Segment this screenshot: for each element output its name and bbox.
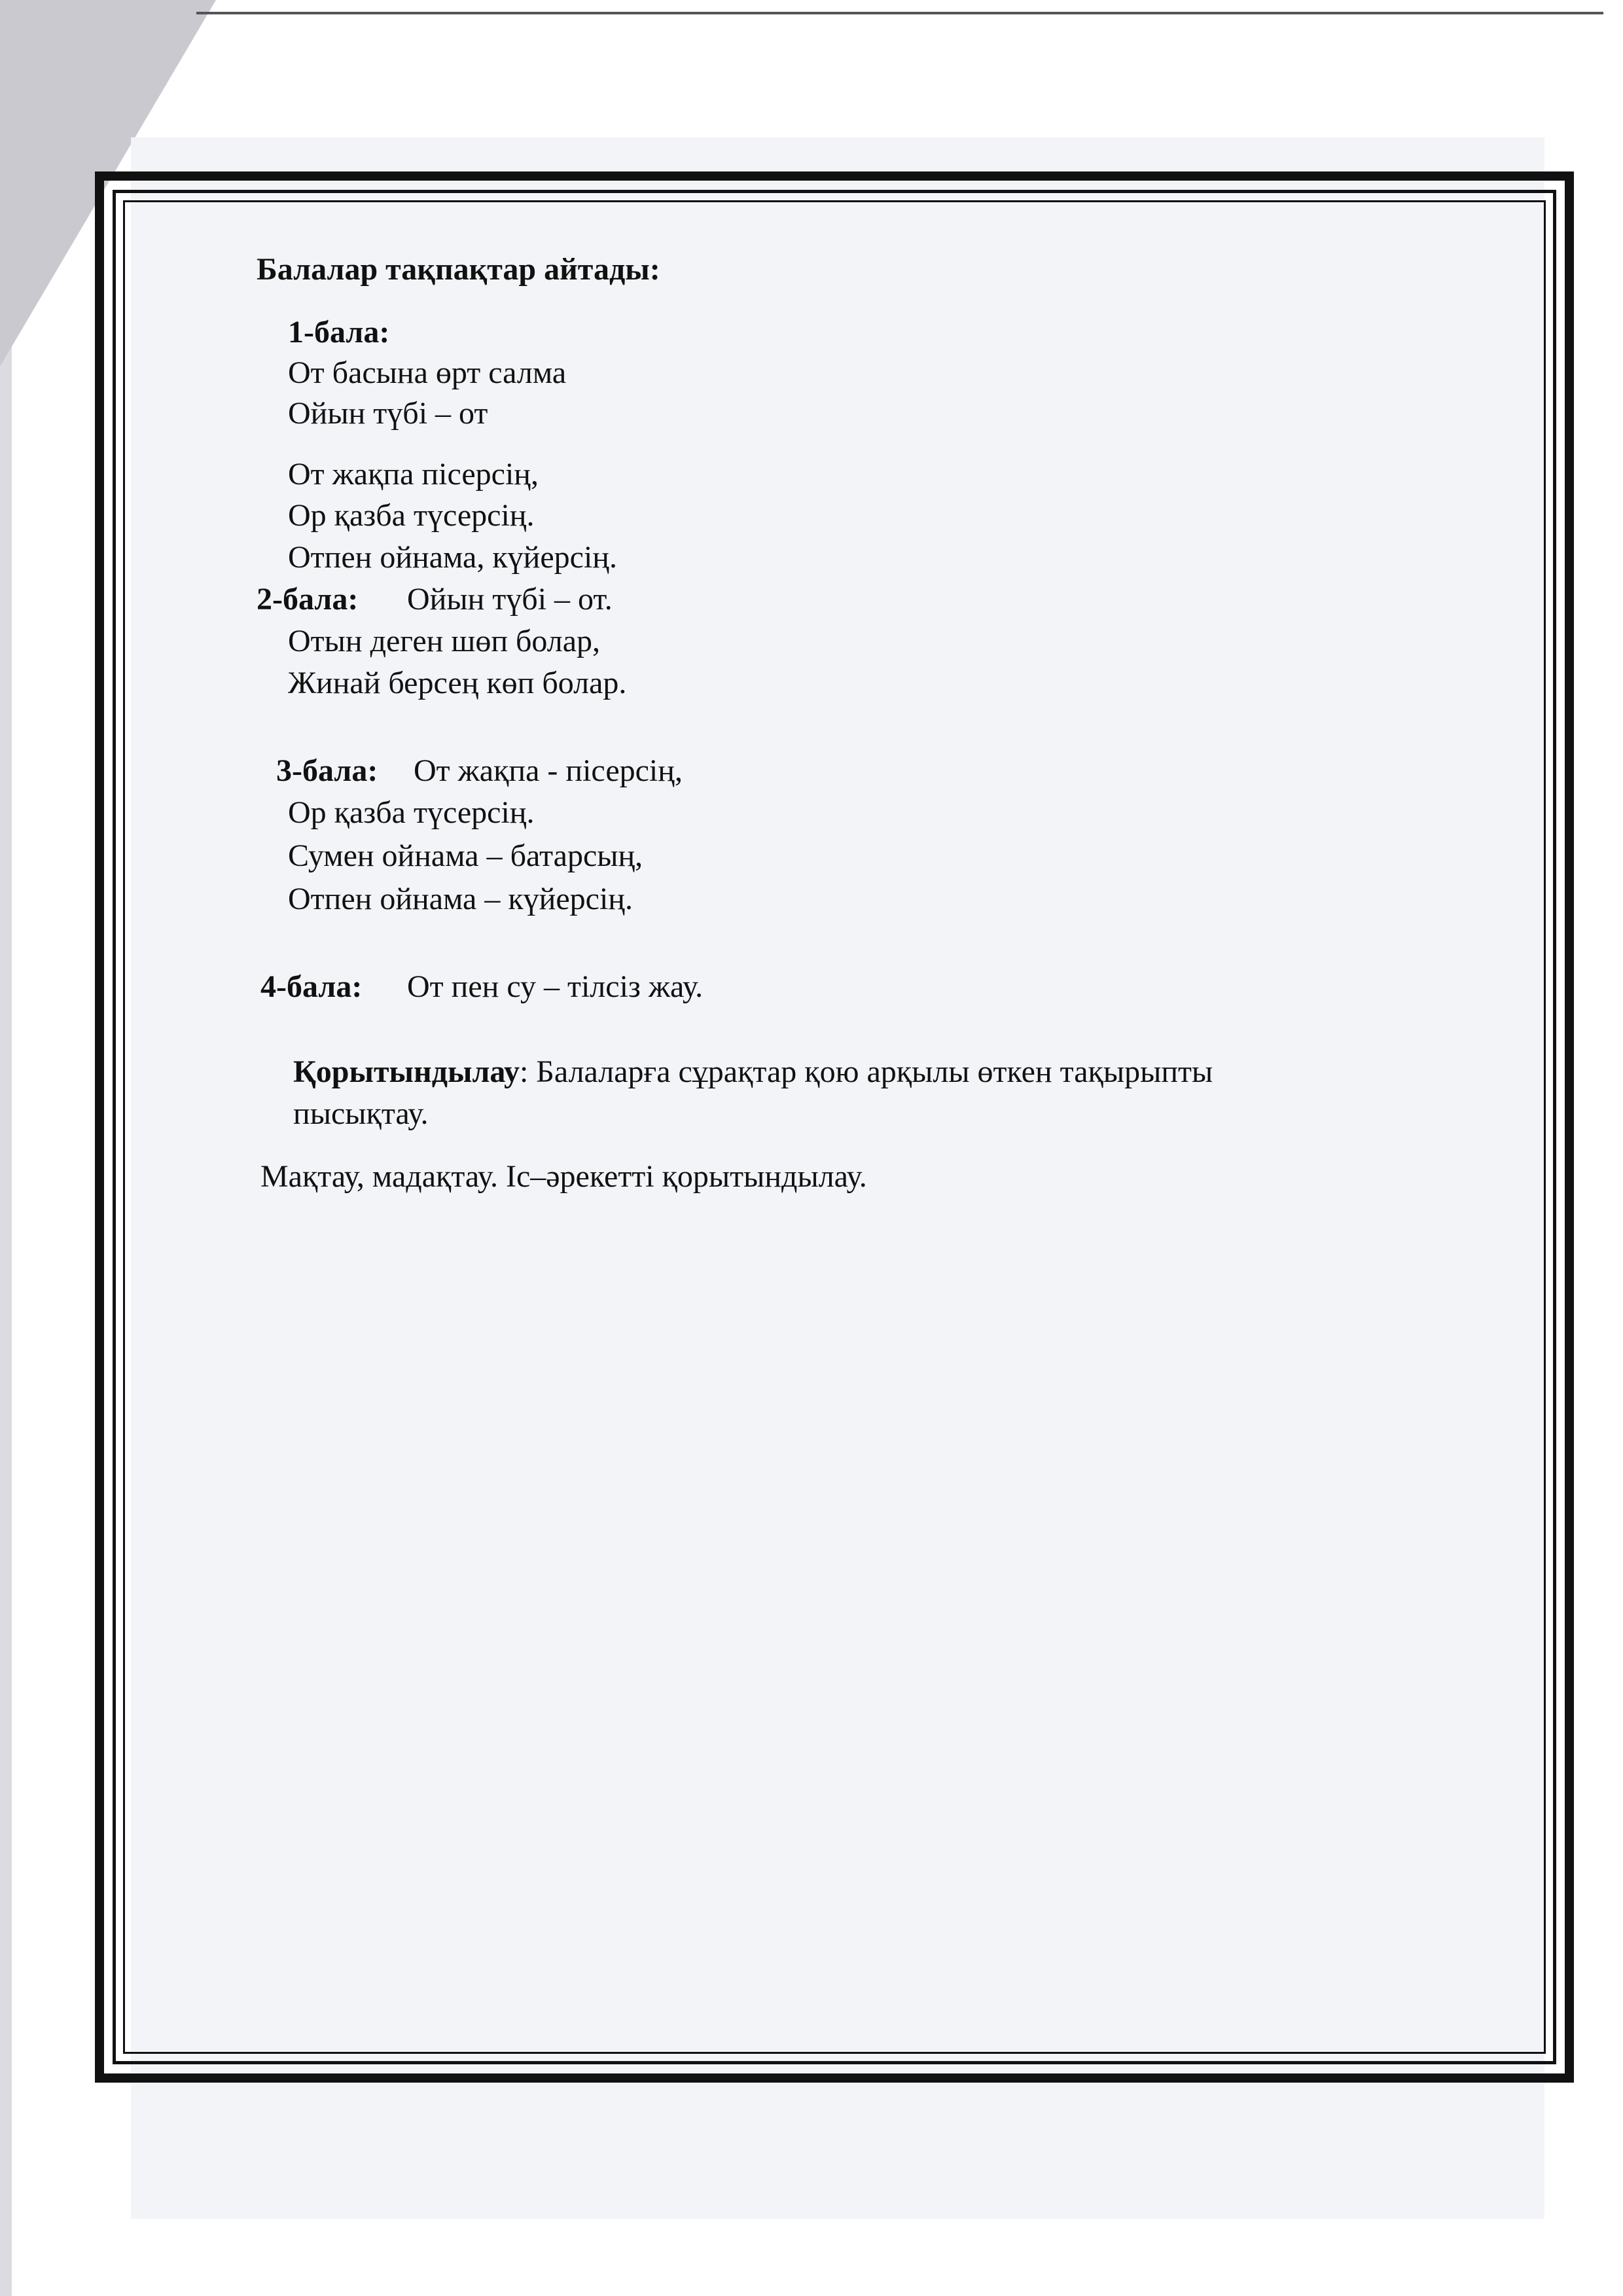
conclusion-line-1 <box>293 1052 1213 1092</box>
conclusion-label: Қорытындылау <box>293 1054 520 1089</box>
child3-line-2: Ор қазба түсерсің. <box>288 795 535 830</box>
child2-line-2: Отын деген шөп болар, <box>288 624 601 658</box>
child1-line-4: Ор қазба түсерсің. <box>288 498 535 533</box>
child4-label: 4-бала: <box>260 969 363 1004</box>
child4-line-1: От пен су – тілсіз жау. <box>407 969 704 1004</box>
child2-line-1: Ойын түбі – от. <box>407 582 613 617</box>
child3-line-4: Отпен ойнама – күйерсің. <box>288 882 633 916</box>
conclusion-line-2: пысықтау. <box>293 1096 429 1131</box>
child1-label: 1-бала: <box>288 315 390 350</box>
closing-line: Мақтау, мадақтау. Іс–әрекетті қорытындылау. <box>260 1159 867 1194</box>
child1-line-2: Ойын түбі – от <box>288 396 488 431</box>
child1-line-1: От басына өрт салма <box>288 355 567 390</box>
heading: Балалар тақпақтар айтады: <box>257 252 660 287</box>
conclusion-text: : Балаларға сұрақтар қою арқылы өткен тақырыпты <box>519 1054 1213 1089</box>
scan-top-line <box>196 12 1603 14</box>
child3-label: 3-бала: <box>276 753 378 788</box>
child3-line-3: Сумен ойнама – батарсың, <box>288 838 643 873</box>
child3-line-1: От жақпа - пісерсің, <box>414 753 683 788</box>
child1-line-5: Отпен ойнама, күйерсің. <box>288 540 617 575</box>
child1-line-3: От жақпа пісерсің, <box>288 457 539 492</box>
child2-line-3: Жинай берсең көп болар. <box>288 666 627 700</box>
child2-label: 2-бала: <box>257 582 359 617</box>
